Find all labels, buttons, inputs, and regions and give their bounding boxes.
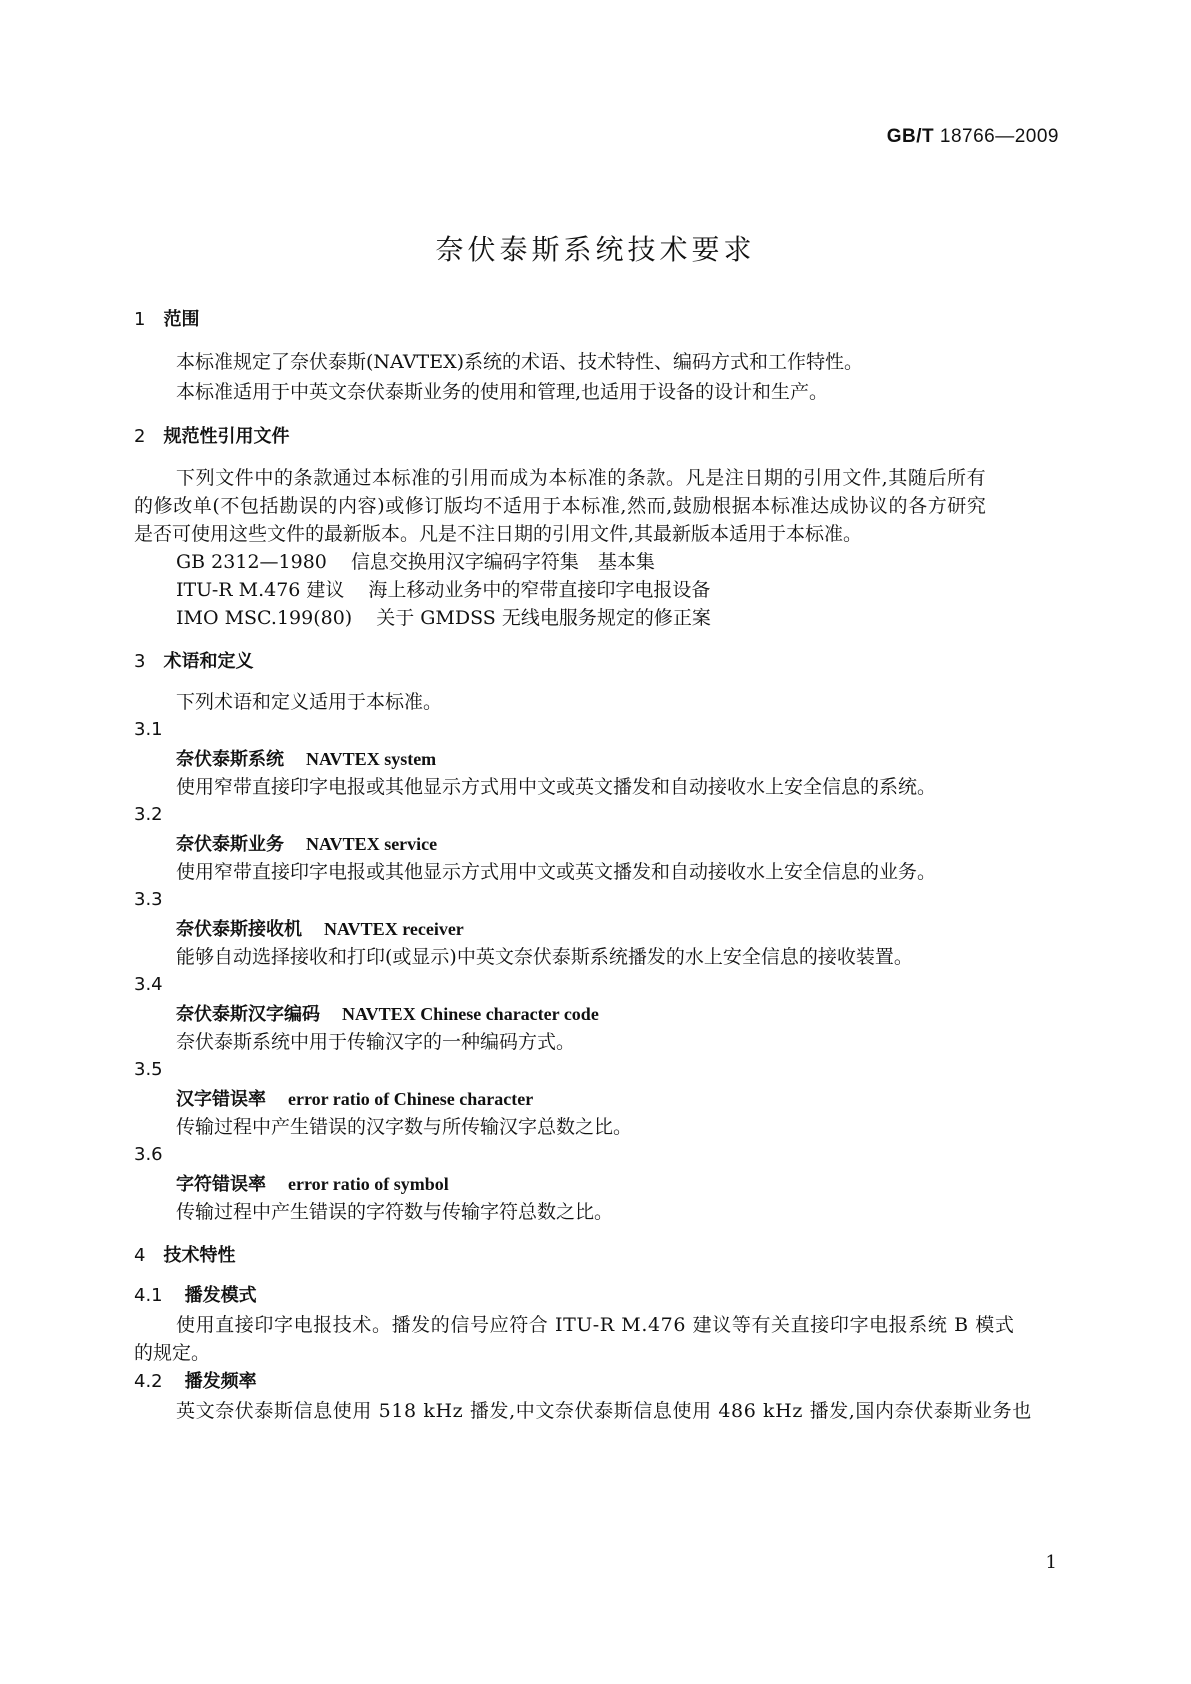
paragraph: 本标准适用于中英文奈伏泰斯业务的使用和管理,也适用于设备的设计和生产。 xyxy=(176,381,829,403)
term-zh: 奈伏泰斯汉字编码 xyxy=(176,1004,320,1025)
section-2-heading xyxy=(134,425,289,449)
term-entry xyxy=(176,1087,533,1112)
standard-code-prefix: GB/T xyxy=(886,126,935,147)
paragraph-line: 的规定。 xyxy=(134,1342,211,1364)
paragraph-line: 英文奈伏泰斯信息使用 518 kHz 播发,中文奈伏泰斯信息使用 486 kHz 播发,国内奈伏泰斯业务也 xyxy=(176,1400,1032,1422)
term-en: NAVTEX receiver xyxy=(324,919,464,939)
term-definition: 传输过程中产生错误的汉字数与所传输汉字总数之比。 xyxy=(176,1116,633,1138)
section-number: 3 xyxy=(134,651,146,672)
paragraph: 下列术语和定义适用于本标准。 xyxy=(176,691,443,713)
section-title: 术语和定义 xyxy=(163,651,254,672)
term-entry xyxy=(176,917,464,942)
standard-code xyxy=(887,126,1059,148)
paragraph-line: 下列文件中的条款通过本标准的引用而成为本标准的条款。凡是注日期的引用文件,其随后所有 xyxy=(176,467,987,489)
term-definition: 能够自动选择接收和打印(或显示)中英文奈伏泰斯系统播发的水上安全信息的接收装置。 xyxy=(176,946,913,968)
reference-name: 信息交换用汉字编码字符集 基本集 xyxy=(350,551,655,573)
term-number: 3.2 xyxy=(134,804,163,825)
standard-code-number: 18766—2009 xyxy=(939,126,1059,147)
term-number: 3.3 xyxy=(134,889,163,910)
page-number: 1 xyxy=(1045,1552,1057,1573)
section-number: 4 xyxy=(134,1245,146,1266)
subsection-title: 播发模式 xyxy=(184,1285,257,1306)
section-3-heading xyxy=(134,650,253,674)
reference-item xyxy=(176,550,655,574)
term-en: error ratio of Chinese character xyxy=(288,1089,534,1109)
paragraph-line: 是否可使用这些文件的最新版本。凡是不注日期的引用文件,其最新版本适用于本标准。 xyxy=(134,523,863,545)
subsection-title: 播发频率 xyxy=(184,1371,257,1392)
subsection-number: 4.1 xyxy=(134,1285,163,1306)
reference-name: 海上移动业务中的窄带直接印字电报设备 xyxy=(368,579,711,601)
term-number: 3.6 xyxy=(134,1144,163,1165)
term-entry xyxy=(176,832,437,857)
subsection-4-2-heading xyxy=(134,1370,257,1394)
term-number: 3.4 xyxy=(134,974,163,995)
term-definition: 使用窄带直接印字电报或其他显示方式用中文或英文播发和自动接收水上安全信息的系统。 xyxy=(176,776,937,798)
paragraph: 本标准规定了奈伏泰斯(NAVTEX)系统的术语、技术特性、编码方式和工作特性。 xyxy=(176,351,864,373)
reference-code: IMO MSC.199(80) xyxy=(176,607,353,629)
term-entry xyxy=(176,747,436,772)
term-en: NAVTEX Chinese character code xyxy=(342,1004,599,1024)
term-zh: 字符错误率 xyxy=(176,1174,266,1195)
reference-item xyxy=(176,606,711,630)
term-definition: 奈伏泰斯系统中用于传输汉字的一种编码方式。 xyxy=(176,1031,576,1053)
term-en: NAVTEX service xyxy=(306,834,438,854)
term-en: NAVTEX system xyxy=(306,749,437,769)
section-4-heading xyxy=(134,1244,235,1268)
term-en: error ratio of symbol xyxy=(288,1174,449,1194)
term-zh: 奈伏泰斯系统 xyxy=(176,749,284,770)
term-number: 3.5 xyxy=(134,1059,163,1080)
section-title: 范围 xyxy=(163,309,200,330)
subsection-4-1-heading xyxy=(134,1284,257,1308)
reference-code: GB 2312—1980 xyxy=(176,551,327,573)
paragraph-line: 使用直接印字电报技术。播发的信号应符合 ITU-R M.476 建议等有关直接印字电报系统 B 模式 xyxy=(176,1314,1015,1336)
reference-item xyxy=(176,578,710,602)
document-title: 奈伏泰斯系统技术要求 xyxy=(435,233,756,266)
term-entry xyxy=(176,1002,599,1027)
term-number: 3.1 xyxy=(134,719,163,740)
section-title: 规范性引用文件 xyxy=(163,426,290,447)
term-entry xyxy=(176,1172,449,1197)
reference-code: ITU-R M.476 建议 xyxy=(176,579,345,601)
term-zh: 汉字错误率 xyxy=(176,1089,266,1110)
term-definition: 传输过程中产生错误的字符数与传输字符总数之比。 xyxy=(176,1201,614,1223)
section-number: 1 xyxy=(134,309,146,330)
subsection-number: 4.2 xyxy=(134,1371,163,1392)
reference-name: 关于 GMDSS 无线电服务规定的修正案 xyxy=(376,607,711,629)
paragraph-line: 的修改单(不包括勘误的内容)或修订版均不适用于本标准,然而,鼓励根据本标准达成协议的各方研究 xyxy=(134,495,987,517)
section-title: 技术特性 xyxy=(163,1245,236,1266)
term-definition: 使用窄带直接印字电报或其他显示方式用中文或英文播发和自动接收水上安全信息的业务。 xyxy=(176,861,937,883)
term-zh: 奈伏泰斯业务 xyxy=(176,834,284,855)
section-number: 2 xyxy=(134,426,146,447)
term-zh: 奈伏泰斯接收机 xyxy=(176,919,302,940)
section-1-heading xyxy=(134,308,199,332)
